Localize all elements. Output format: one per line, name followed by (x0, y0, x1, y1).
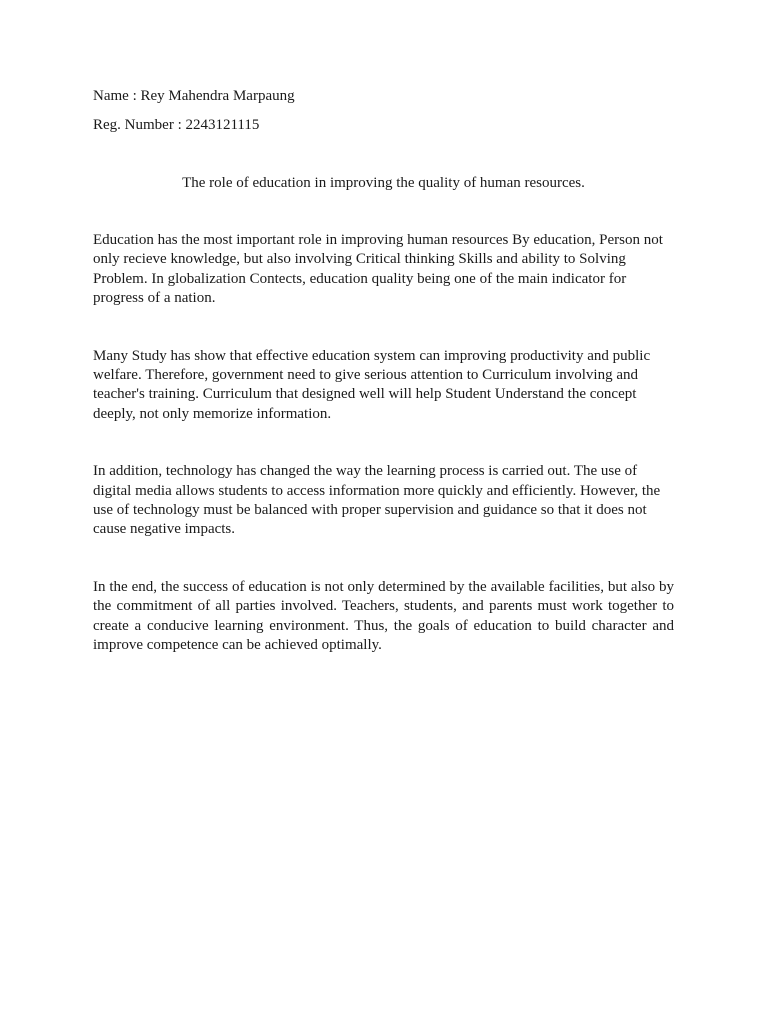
registration-number: Reg. Number : 2243121115 (93, 117, 260, 133)
paragraph-3: In addition, technology has changed the way the learning process is carried out. The use of digital media allows students to access information more quickly and efficiently. However, the use of technology must be balanced with proper supervision and guidance so that it does not cause negative impacts. (93, 463, 661, 538)
paragraph-1: Education has the most important role in improving human resources By education, Person not only recieve knowledge, but also involving Critical thinking Skills and ability to Solving Problem. In globalization Contects, education quality being one of the main indicator for progress of a nation. (93, 232, 663, 307)
paragraph-4: In the end, the success of education is not only determined by the available facilities, but also by the commitment of all parties involved. Teachers, students, and parents must work together to create a conducive learning environment. Thus, the goals of education to build character and improve competence can be achieved optimally. (93, 578, 674, 654)
student-name: Name : Rey Mahendra Marpaung (93, 88, 295, 104)
document-title: The role of education in improving the quality of human resources. (182, 175, 585, 191)
paragraph-2: Many Study has show that effective education system can improving productivity and public welfare. Therefore, government need to give serious attention to Curriculum involving and teacher's training. Curriculum that designed well will help Student Understand the concept deeply, not only memorize information. (93, 347, 651, 422)
document-page (93, 86, 674, 656)
